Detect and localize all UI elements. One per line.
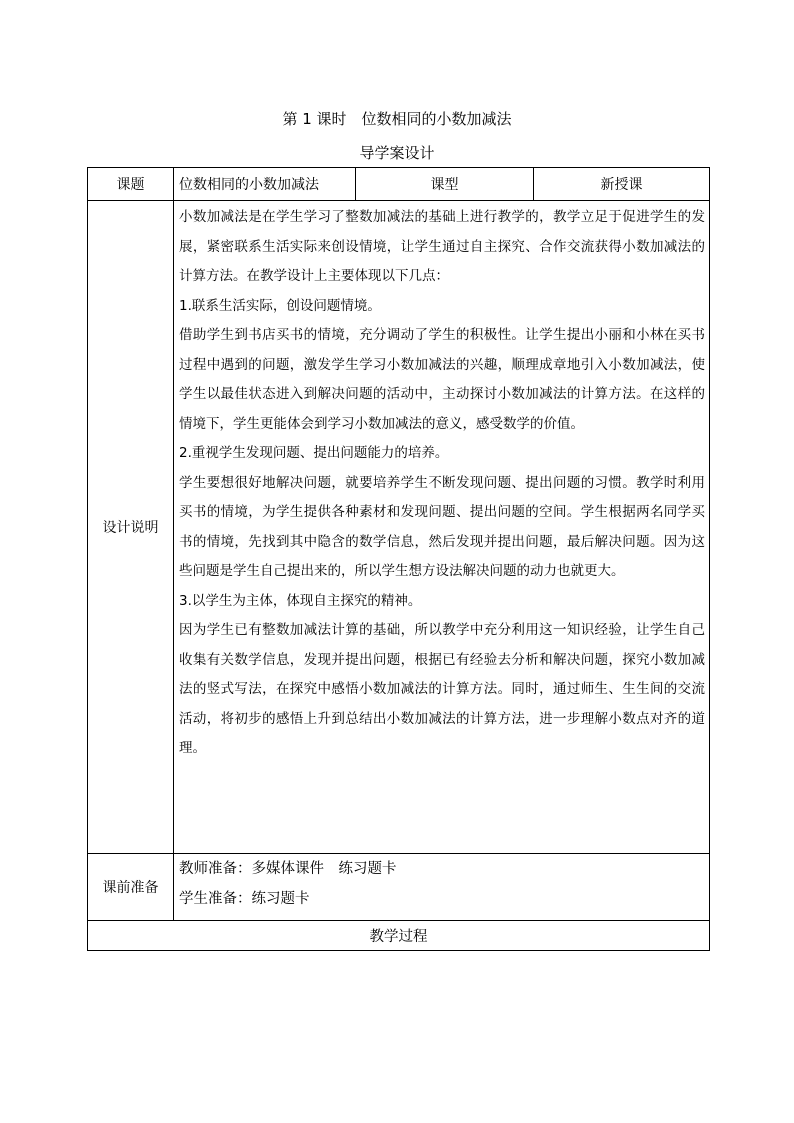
page-subtitle: 导学案设计 [359, 144, 435, 162]
design-row [88, 201, 710, 854]
prep-label: 课前准备 [88, 854, 174, 921]
design-paragraph: 1.联系生活实际，创设问题情境。 [179, 297, 381, 314]
topic-row [88, 168, 710, 201]
design-label: 设计说明 [88, 201, 174, 854]
prep-content [174, 854, 710, 921]
design-content [174, 201, 710, 854]
process-heading: 教学过程 [88, 921, 710, 951]
design-paragraph: 2.重视学生发现问题、提出问题能力的培养。 [179, 445, 449, 461]
topic-value: 位数相同的小数加减法 [174, 168, 356, 201]
lesson-plan-table [87, 167, 710, 951]
design-paragraph: 借助学生到书店买书的情境，充分调动了学生的积极性。让学生提出小丽和小林在买书过程中遇到的问题，激发学生学习小数加减法的兴趣，顺理成章地引入小数加减法，使学生以最佳状态进入到解决问题的活动中，主动探讨小数加减法的计算方法。在这样的情境下，学生更能体会到学习小数加减法的意义，感受数学的价值。 [179, 327, 705, 432]
lesson-type-label: 课型 [356, 168, 534, 201]
prep-row [88, 854, 710, 921]
design-paragraph: 3.以学生为主体，体现自主探究的精神。 [179, 592, 422, 609]
design-paragraph: 学生要想很好地解决问题，就要培养学生不断发现问题、提出问题的习惯。教学时利用买书的情境，为学生提供各种素材和发现问题、提出问题的空间。学生根据两名同学买书的情境，先找到其中隐含的数学信息，然后发现并提出问题，最后解决问题。因为这些问题是学生自己提出来的，所以学生想方设法解决问题的动力也就更大。 [179, 474, 705, 579]
page-title: 第 1 课时 位数相同的小数加减法 [282, 110, 512, 128]
design-paragraph: 小数加减法是在学生学习了整数加减法的基础上进行教学的，教学立足于促进学生的发展，紧密联系生活实际来创设情境，让学生通过自主探究、合作交流获得小数加减法的计算方法。在教学设计上主要体现以下几点： [179, 209, 705, 284]
design-paragraph: 因为学生已有整数加减法计算的基础，所以教学中充分利用这一知识经验，让学生自己收集有关数学信息，发现并提出问题，根据已有经验去分析和解决问题，探究小数加减法的竖式写法，在探究中感悟小数加减法的计算方法。同时，通过师生、生生间的交流活动，将初步的感悟上升到总结出小数加减法的计算方法，进一步理解小数点对齐的道理。 [179, 622, 705, 756]
lesson-type-value: 新授课 [534, 168, 710, 201]
process-row [88, 921, 710, 951]
student-prep: 学生准备：练习题卡 [179, 891, 310, 907]
topic-label: 课题 [88, 168, 174, 201]
teacher-prep: 教师准备：多媒体课件 练习题卡 [179, 861, 397, 877]
